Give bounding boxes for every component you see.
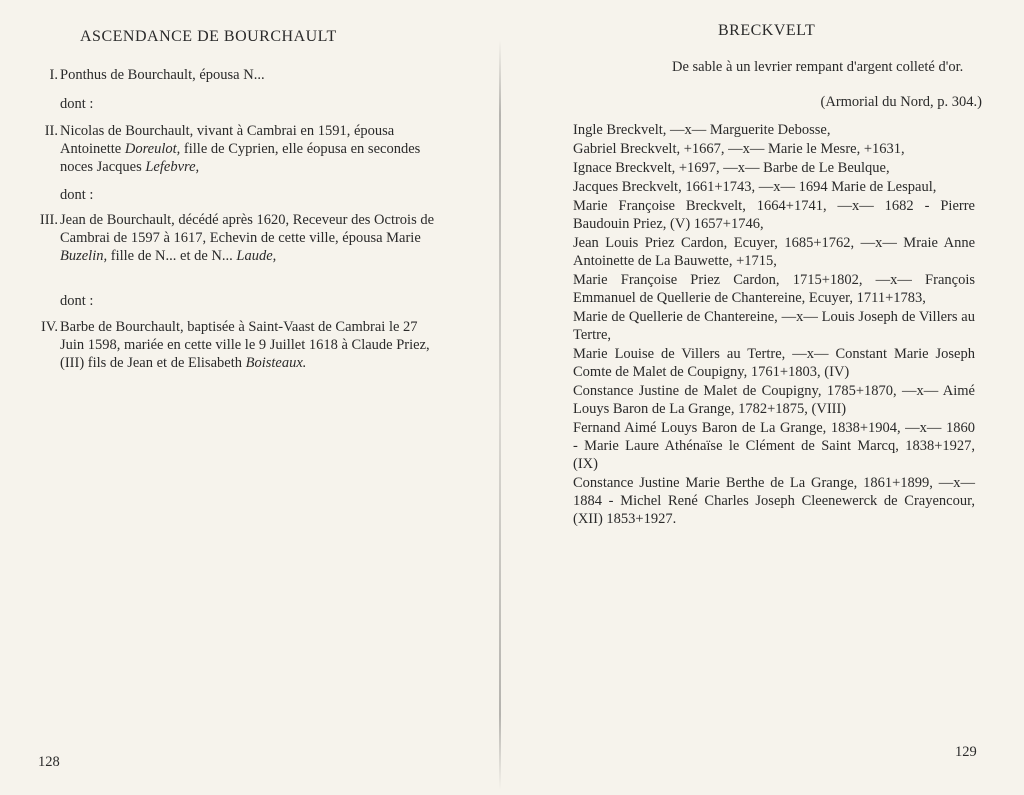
genealogy-entry-2 [34, 122, 444, 176]
lineage-item: Ignace Breckvelt, +1697, —x— Barbe de Le Beulque, [573, 160, 890, 176]
lineage-item: Gabriel Breckvelt, +1667, —x— Marie le Mesre, +1631, [573, 141, 905, 157]
lineage-item: Ingle Breckvelt, —x— Marguerite Debosse, [573, 122, 831, 138]
entry-text: Ponthus de Bourchault, épousa N... [60, 67, 265, 83]
lineage-item: Constance Justine Marie Berthe de La Grange, 1861+1899, —x— 1884 - Michel René Charles Joseph Cleenewerck de Crayencour, (XII) 1853+1927. [573, 475, 975, 527]
lineage-item: Fernand Aimé Louys Baron de La Grange, 1838+1904, —x— 1860 - Marie Laure Athénaïse le Clément de Saint Marcq, 1838+1927, (IX) [573, 420, 975, 472]
source-citation: (Armorial du Nord, p. 304.) [820, 94, 982, 110]
book-gutter [499, 40, 501, 790]
italic-name: Doreulot, [124, 141, 181, 157]
lineage-item: Marie de Quellerie de Chantereine, —x— Louis Joseph de Villers au Tertre, [573, 309, 975, 343]
dont-label: dont : [60, 293, 94, 309]
lineage-item: Marie Louise de Villers au Tertre, —x— Constant Marie Joseph Comte de Malet de Coupigny, 1761+1803, (IV) [573, 346, 975, 380]
genealogy-entry-4 [34, 318, 444, 372]
dont-label: dont : [60, 187, 94, 203]
lineage-item: Marie Françoise Priez Cardon, 1715+1802, —x— François Emmanuel de Quellerie de Chantereine, Ecuyer, 1711+1783, [573, 272, 975, 306]
lineage-item: Jean Louis Priez Cardon, Ecuyer, 1685+1762, —x— Mraie Anne Antoinette de La Bauwette, +1715, [573, 235, 975, 269]
italic-name: Laude, [236, 248, 277, 264]
genealogy-entry-1 [34, 66, 444, 84]
left-page [0, 0, 498, 795]
entry-text: Nicolas de Bourchault, vivant à Cambrai en 1591, épousa Antoinette Doreulot, fille de Cyprien, elle éopusa en secondes noces Jacques Lefebvre, [60, 123, 421, 175]
lineage-list [573, 121, 975, 529]
right-page-title: BRECKVELT [718, 22, 816, 39]
left-page-title: ASCENDANCE DE BOURCHAULT [80, 28, 337, 45]
italic-name: Boisteaux. [245, 355, 307, 371]
entry-numeral: II. [44, 123, 58, 139]
right-page [510, 0, 1024, 795]
lineage-item: Marie Françoise Breckvelt, 1664+1741, —x— 1682 - Pierre Baudouin Priez, (V) 1657+1746, [573, 198, 975, 232]
genealogy-entry-3 [34, 211, 444, 265]
lineage-item: Jacques Breckvelt, 1661+1743, —x— 1694 Marie de Lespaul, [573, 179, 937, 195]
lineage-item: Constance Justine de Malet de Coupigny, 1785+1870, —x— Aimé Louys Baron de La Grange, 1782+1875, (VIII) [573, 383, 975, 417]
dont-label: dont : [60, 96, 94, 112]
entry-numeral: IV. [40, 319, 58, 335]
left-page-number: 128 [38, 754, 60, 770]
entry-text: Jean de Bourchault, décédé après 1620, Receveur des Octrois de Cambrai de 1597 à 1617, Echevin de cette ville, épousa Marie Buzelin, fille de N... et de N... Laude, [60, 212, 435, 264]
blazon-text: De sable à un levrier rempant d'argent colleté d'or. [672, 59, 964, 75]
entry-text: Barbe de Bourchault, baptisée à Saint-Vaast de Cambrai le 27 Juin 1598, mariée en cette ville le 9 Juillet 1618 à Claude Priez, (III) fils de Jean et de Elisabeth Boisteaux. [60, 319, 430, 371]
entry-numeral: III. [39, 212, 58, 228]
entry-numeral: I. [49, 67, 58, 83]
right-page-number: 129 [955, 744, 977, 760]
italic-name: Buzelin, [60, 248, 108, 264]
italic-name: Lefebvre, [145, 159, 200, 175]
